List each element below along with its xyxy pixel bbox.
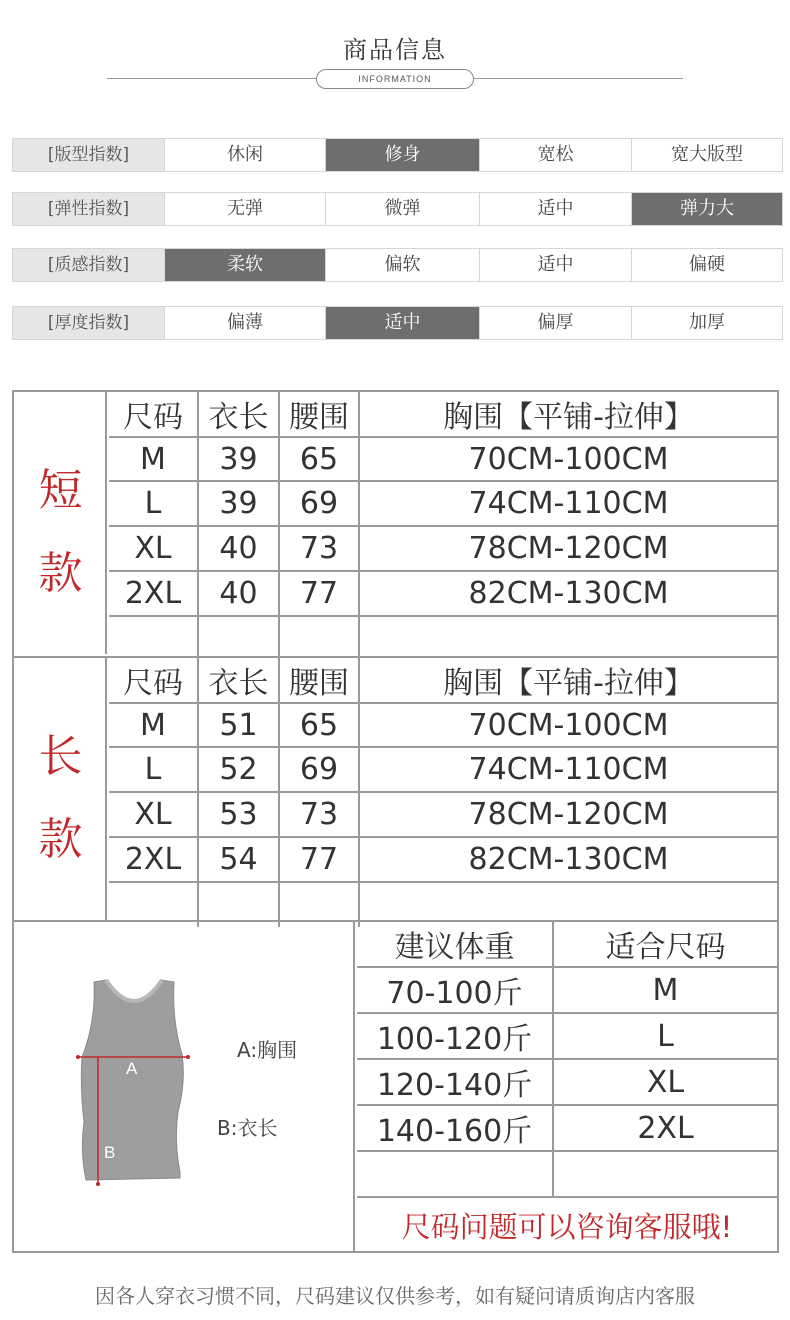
column-header: 胸围【平铺-拉伸】 [359, 392, 777, 437]
index-option: 休闲 [165, 139, 326, 171]
table-cell: 39 [198, 437, 279, 481]
table-cell: 140-160斤 [357, 1105, 553, 1151]
index-option: 加厚 [632, 307, 782, 339]
column-header: 衣长 [198, 658, 279, 703]
table-cell: M [109, 703, 198, 747]
size-help-note: 尺码问题可以咨询客服哦! [357, 1197, 777, 1252]
measure-mark-b: B [104, 1143, 116, 1162]
table-row [109, 616, 777, 661]
index-label: [质感指数] [13, 249, 165, 281]
table-cell: 100-120斤 [357, 1013, 553, 1059]
short-style-label-bottom: 款 [38, 548, 83, 599]
table-cell: 73 [279, 526, 359, 571]
caption-chest: A:胸围 [237, 1038, 298, 1062]
table-cell: 2XL [109, 571, 198, 616]
caption-length: B:衣长 [217, 1116, 278, 1140]
table-cell: 70CM-100CM [359, 703, 777, 747]
column-header: 建议体重 [357, 922, 553, 967]
table-cell [553, 1151, 777, 1197]
table-cell: 65 [279, 703, 359, 747]
table-cell [357, 1151, 553, 1197]
table-header-row [357, 922, 777, 967]
index-row [12, 306, 783, 340]
index-option: 偏厚 [480, 307, 632, 339]
table-cell: L [109, 747, 198, 792]
table-cell: 77 [279, 837, 359, 882]
index-option: 微弹 [326, 193, 480, 225]
page-title: 商品信息 [343, 36, 447, 64]
short-style-label-top: 短 [38, 465, 83, 516]
table-row [109, 703, 777, 747]
table-row [357, 1151, 777, 1197]
header-subtitle-badge: INFORMATION [316, 69, 474, 89]
size-chart [12, 390, 779, 1253]
table-row [109, 481, 777, 526]
table-row [109, 437, 777, 481]
table-cell: 51 [198, 703, 279, 747]
table-cell: 40 [198, 571, 279, 616]
table-row [109, 792, 777, 837]
index-option-selected: 柔软 [165, 249, 326, 281]
table-cell [109, 616, 198, 661]
index-option-selected: 弹力大 [632, 193, 782, 225]
table-cell: L [109, 481, 198, 526]
table-cell: M [553, 967, 777, 1013]
long-style-label-top: 长 [38, 731, 83, 782]
index-option: 偏硬 [632, 249, 782, 281]
table-cell: 69 [279, 481, 359, 526]
measure-line-a-end [186, 1055, 190, 1059]
index-option: 适中 [480, 249, 632, 281]
table-cell [359, 616, 777, 661]
table-cell: 2XL [109, 837, 198, 882]
long-style-section [14, 656, 777, 920]
index-option: 适中 [480, 193, 632, 225]
column-header: 腰围 [279, 392, 359, 437]
column-header: 腰围 [279, 658, 359, 703]
header-divider-left [107, 78, 316, 79]
column-header: 适合尺码 [553, 922, 777, 967]
tank-top-shape [81, 980, 183, 1180]
index-row [12, 138, 783, 172]
table-cell [279, 616, 359, 661]
weight-guide-section [14, 920, 777, 1251]
table-row [109, 526, 777, 571]
table-cell: 65 [279, 437, 359, 481]
footer-disclaimer: 因各人穿衣习惯不同，尺码建议仅供参考，如有疑问请质询店内客服 [95, 1284, 695, 1308]
index-option-selected: 适中 [326, 307, 480, 339]
measurement-diagram [14, 922, 355, 1253]
table-cell: 70-100斤 [357, 967, 553, 1013]
size-help-row [357, 1197, 777, 1252]
table-cell: 52 [198, 747, 279, 792]
long-style-label-bottom: 款 [38, 814, 83, 865]
table-row [357, 1013, 777, 1059]
table-cell: 39 [198, 481, 279, 526]
column-header: 胸围【平铺-拉伸】 [359, 658, 777, 703]
table-header-row [109, 658, 777, 703]
table-cell [198, 616, 279, 661]
table-cell: 70CM-100CM [359, 437, 777, 481]
table-cell: 74CM-110CM [359, 481, 777, 526]
index-row [12, 192, 783, 226]
index-label: [弹性指数] [13, 193, 165, 225]
table-cell: 53 [198, 792, 279, 837]
table-cell: 77 [279, 571, 359, 616]
header-divider-right [474, 78, 683, 79]
index-option: 偏软 [326, 249, 480, 281]
table-row [357, 1059, 777, 1105]
table-cell: 2XL [553, 1105, 777, 1151]
table-cell: L [553, 1013, 777, 1059]
short-style-section [14, 392, 777, 654]
measure-mark-a: A [126, 1059, 138, 1078]
index-row [12, 248, 783, 282]
table-cell: 78CM-120CM [359, 526, 777, 571]
table-cell: XL [109, 526, 198, 571]
index-option: 宽松 [480, 139, 632, 171]
table-header-row [109, 392, 777, 437]
index-option: 无弹 [165, 193, 326, 225]
table-row [357, 967, 777, 1013]
short-style-size-table [109, 392, 777, 661]
table-cell: XL [553, 1059, 777, 1105]
table-cell: 82CM-130CM [359, 571, 777, 616]
index-option-selected: 修身 [326, 139, 480, 171]
table-row [109, 571, 777, 616]
table-cell: 73 [279, 792, 359, 837]
measure-line-a-start [76, 1055, 80, 1059]
table-cell: 69 [279, 747, 359, 792]
index-option: 宽大版型 [632, 139, 782, 171]
table-cell: 54 [198, 837, 279, 882]
table-cell: M [109, 437, 198, 481]
table-cell: 78CM-120CM [359, 792, 777, 837]
table-cell: 82CM-130CM [359, 837, 777, 882]
table-row [109, 747, 777, 792]
short-style-label [14, 392, 107, 654]
tank-top-illustration [54, 962, 214, 1192]
index-label: [版型指数] [13, 139, 165, 171]
table-row [357, 1105, 777, 1151]
table-cell: XL [109, 792, 198, 837]
table-cell: 74CM-110CM [359, 747, 777, 792]
weight-size-table [357, 922, 777, 1252]
measure-line-b-end [96, 1182, 100, 1186]
column-header: 尺码 [109, 392, 198, 437]
table-cell: 40 [198, 526, 279, 571]
long-style-size-table [109, 658, 777, 927]
index-option: 偏薄 [165, 307, 326, 339]
column-header: 尺码 [109, 658, 198, 703]
index-label: [厚度指数] [13, 307, 165, 339]
column-header: 衣长 [198, 392, 279, 437]
table-row [109, 837, 777, 882]
table-cell: 120-140斤 [357, 1059, 553, 1105]
long-style-label [14, 658, 107, 920]
